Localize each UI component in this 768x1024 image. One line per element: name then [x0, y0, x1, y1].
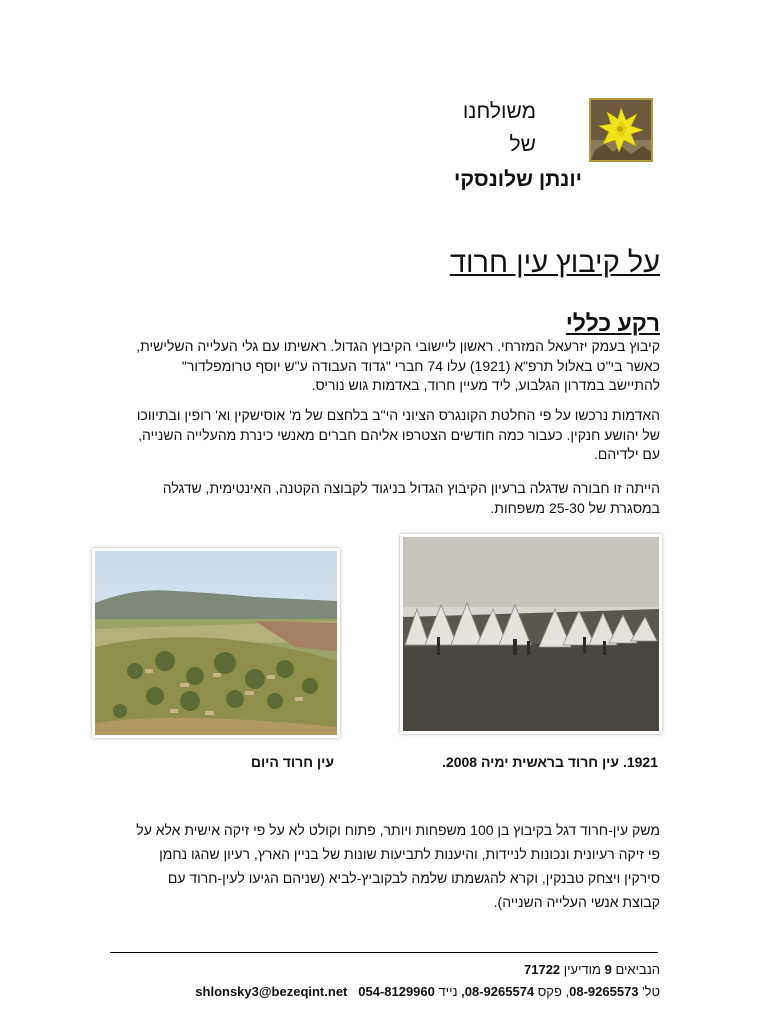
paragraph-line: כאשר בי"ט באלול תרפ"א (1921) עלו 74 חברי "גדוד העבודה ע"ש יוסף טרומפלדור" — [181, 357, 660, 374]
page-title: על קיבוץ עין חרוד — [449, 247, 660, 279]
author-name: יונתן שלונסקי — [453, 168, 582, 191]
address-zip: 71722 — [524, 962, 561, 977]
paragraph-4 — [100, 818, 660, 914]
footer-address — [524, 962, 660, 977]
header-line-1: משולחנו — [462, 100, 536, 123]
paragraph-1 — [100, 337, 660, 396]
paragraph-3 — [100, 479, 660, 518]
footer-contact — [195, 984, 660, 999]
paragraph-2 — [100, 406, 660, 465]
address-city: מודיעין — [560, 962, 605, 977]
mobile-label: נייד — [434, 984, 462, 999]
paragraph-line: האדמות נרכשו על פי החלטת הקונגרס הציוני הי"ב בלחצם של מ' אוסישקין וא' רופין ובתיווכו — [136, 407, 660, 423]
paragraph-line: משק עין-חרוד דגל בקיבוץ בן 100 משפחות ויותר, פתוח וקולט לא על פי זיקה אישית אלא על — [136, 822, 660, 838]
paragraph-line: של יהושע חנקין. כעבור כמה חודשים הצטרפו אליהם חברים מאנשי כינרת מהעלייה השנייה, — [138, 426, 660, 443]
footer-divider — [110, 952, 658, 953]
paragraph-line: קבוצת אנשי העלייה השנייה). — [493, 894, 660, 910]
historic-tents-photo-1921 — [400, 534, 662, 734]
mobile-number: 054-8129960 — [358, 984, 435, 999]
paragraph-line: סירקין ויצחק טבנקין, וקרא להגשמתו שלמה לבקוביץ-לביא (שניהם הגיעו לעין-חרוד עם — [167, 870, 660, 886]
photo-caption-left: עין חרוד היום — [250, 754, 334, 770]
fax-number: 08-9265574, — [461, 984, 535, 999]
header-line-2: של — [509, 133, 536, 156]
address-street: הנביאים — [611, 962, 660, 977]
paragraph-line: קיבוץ בעמק יזרעאל המזרחי. ראשון ליישובי הקיבוץ הגדול. ראשיתו עם גלי העלייה השלישית, — [136, 338, 660, 354]
section-title: רקע כללי — [565, 310, 660, 336]
paragraph-line: להתיישב במדרון הגלבוע, ליד מעיין חרוד, באדמות גוש נוריס. — [311, 377, 660, 393]
address-number: 9 — [604, 962, 612, 977]
email-link[interactable]: shlonsky3@bezeqint.net — [195, 984, 348, 999]
paragraph-line: במסגרת של 25-30 משפחות. — [490, 499, 660, 516]
yellow-flower-icon — [589, 98, 653, 162]
tel-number: 08-9265573 — [569, 984, 639, 999]
tel-label: טל' — [638, 984, 660, 999]
fax-label: , פקס — [534, 984, 570, 999]
aerial-photo-today — [92, 548, 340, 738]
paragraph-line: פי זיקה רעיונית ונכונות לניידות, והיענות לתביעות שונות של בניין הארץ, רעיון שהגו נחמן — [159, 846, 660, 862]
paragraph-line: הייתה זו חבורה שדגלה ברעיון הקיבוץ הגדול בניגוד לקבוצה הקטנה, האינטימית, שדגלה — [162, 480, 660, 496]
photo-caption-right: 1921. עין חרוד בראשית ימיה 2008. — [442, 754, 658, 770]
paragraph-line: עם ילדיהם. — [594, 446, 660, 462]
